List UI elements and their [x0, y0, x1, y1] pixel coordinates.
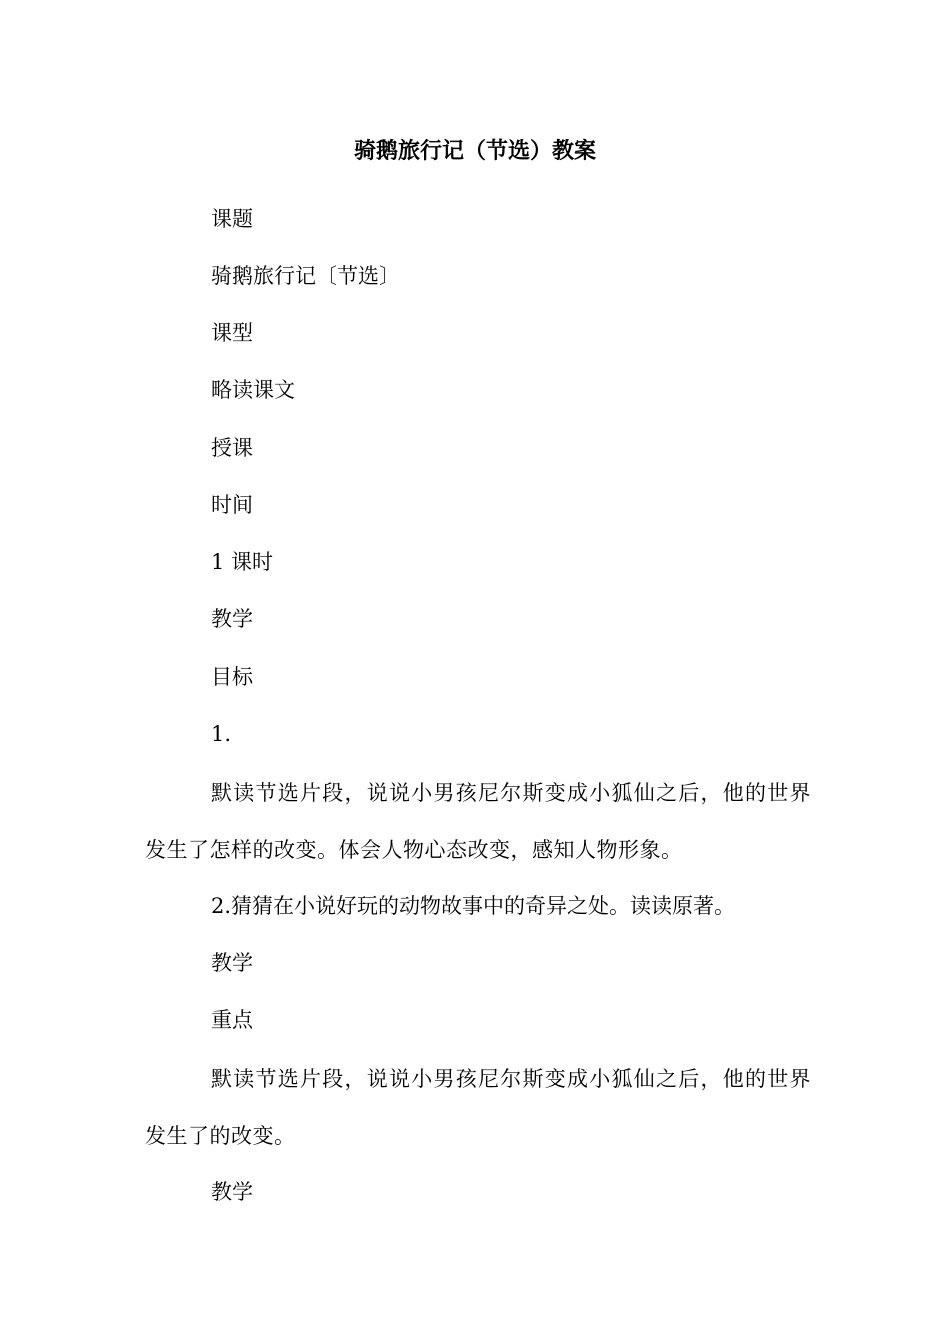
label-time: 时间	[211, 493, 253, 517]
label-teaching-4: 教学	[211, 1180, 253, 1204]
topic-value: 骑鹅旅行记〔节选〕	[211, 264, 400, 288]
label-topic: 课题	[211, 207, 253, 231]
document-title: 骑鹅旅行记（节选）教案	[353, 138, 596, 164]
key-points-text: 默读节选片段，说说小男孩尼尔斯变成小狐仙之后，他的世界发生了的改变。	[145, 1067, 811, 1148]
label-objectives: 目标	[211, 665, 253, 689]
label-teaching: 授课	[211, 436, 253, 460]
objective-number-1: 1.	[211, 722, 232, 746]
label-teaching-2: 教学	[211, 607, 253, 631]
objective-2-text: 2.猜猜在小说好玩的动物故事中的奇异之处。读读原著。	[211, 894, 736, 918]
lesson-type-value: 略读课文	[211, 378, 295, 402]
label-lesson-type: 课型	[211, 321, 253, 345]
time-value: 1 课时	[211, 550, 274, 574]
objective-1-text: 默读节选片段，说说小男孩尼尔斯变成小狐仙之后，他的世界发生了怎样的改变。体会人物心态改变，感知人物形象。	[145, 781, 811, 862]
label-teaching-3: 教学	[211, 951, 253, 975]
label-key-points: 重点	[211, 1008, 253, 1032]
